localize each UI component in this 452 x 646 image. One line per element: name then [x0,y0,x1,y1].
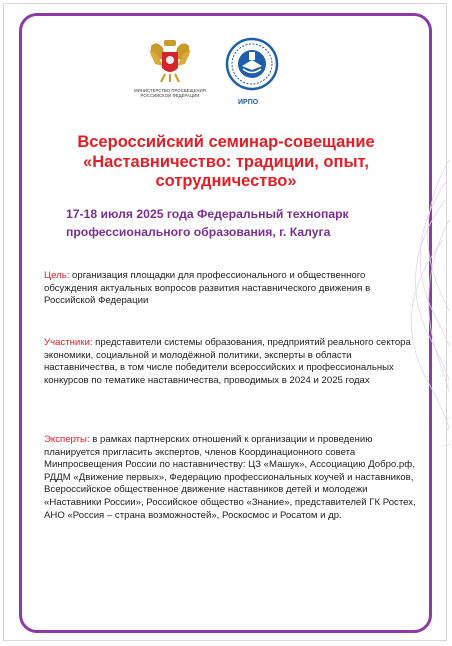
goal-paragraph [44,270,416,308]
irpo-logo [223,36,281,96]
participants-paragraph [44,337,416,387]
logos [120,36,340,116]
participants-text: представители системы образования, предприятий реального сектора экономики, социальной и молодёжной политики, эксперты в области наставничества, в том числе победители всероссийских и профессиональных конкурсов по тематике наставничества, проводимых в 2024 и 2025 годах [44,337,411,386]
experts-paragraph [44,434,416,522]
goal-text: организация площадки для профессионального и общественного обсуждения актуальных вопросов развития наставнического движения в Российской Федерации [44,270,371,307]
participants-label: Участники: [44,337,93,348]
goal-label: Цель: [44,270,70,281]
experts-text: в рамках партнерских отношений к организации и проведению планируется пригласить экспертов, членов Координационного совета Минпросвещения России по наставничеству: ЦЗ «Машук», Ассоциацию Добро.рф, РДДМ «Движение первых», Федерацию профессиональных коучей и наставников, Всероссийское общественное движение наставников детей и молодежи «Наставники России», Российское общество «Знание», представителей ГК Ростех, АНО «Россия – страна возможностей», Роскосмос и Росатом и др. [44,434,416,521]
page-title: Всероссийский семинар-совещание «Наставничество: традиции, опыт, сотрудничество» [77,133,375,190]
ministry-caption: МИНИСТЕРСТВО ПРОСВЕЩЕНИЯ РОССИЙСКОЙ ФЕДЕРАЦИИ [134,88,206,98]
irpo-emblem-icon [223,36,281,96]
experts-label: Эксперты: [44,434,90,445]
event-date-location: 17-18 июля 2025 года Федеральный технопарк профессионального образования, г. Калуга [66,207,349,239]
irpo-label: ИРПО [238,99,259,106]
eagle-emblem-icon [147,36,193,86]
ministry-logo [120,36,220,98]
